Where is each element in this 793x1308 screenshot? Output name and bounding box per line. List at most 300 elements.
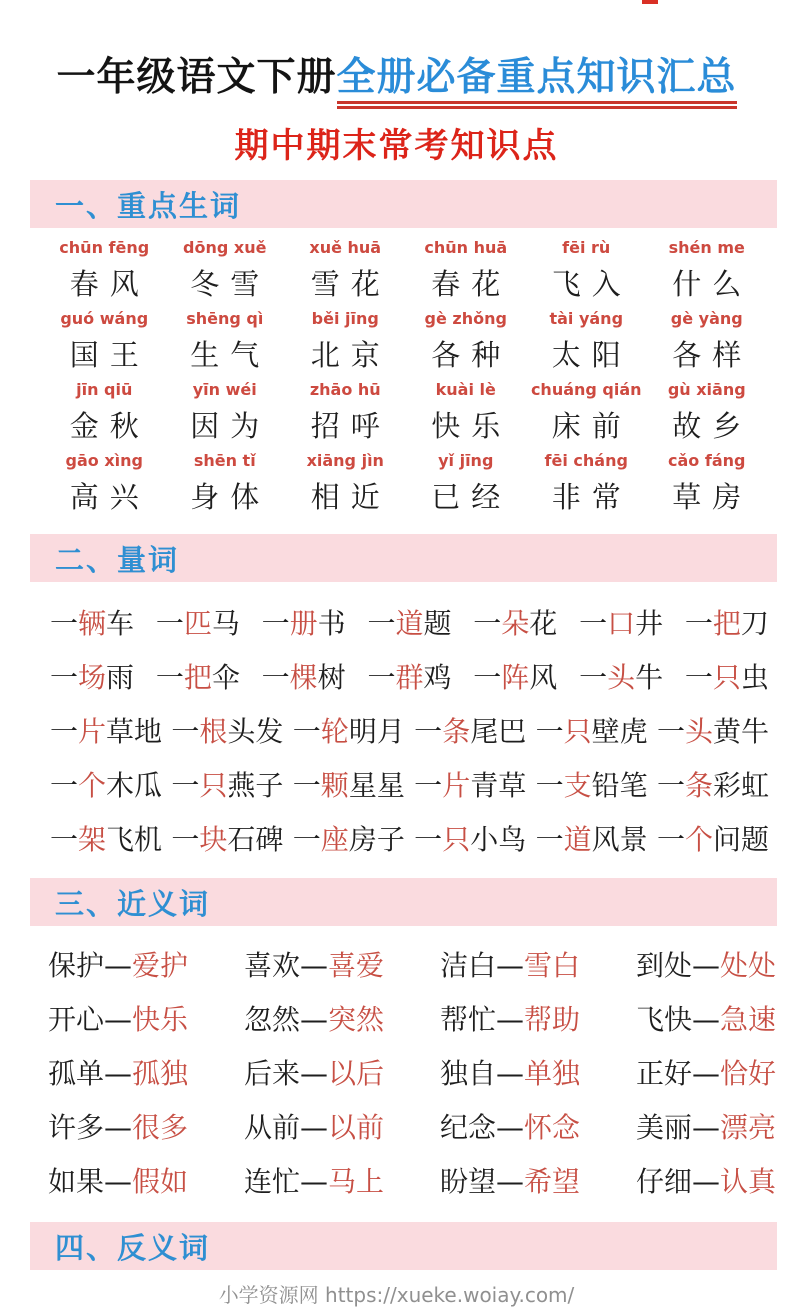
- measure-numeral: 一: [155, 661, 184, 694]
- vocab-pinyin: gè zhǒng: [424, 309, 507, 328]
- measure-noun: 伞: [211, 661, 240, 694]
- vocab-pinyin: chūn fēng: [59, 238, 150, 257]
- measure-noun: 树: [317, 661, 346, 694]
- measure-classifier: 把: [712, 607, 741, 640]
- measure-item: [536, 710, 648, 750]
- synonym-word: 如果: [48, 1165, 105, 1198]
- measure-numeral: 一: [684, 607, 713, 640]
- synonym-match: 帮助: [524, 1003, 581, 1036]
- measure-numeral: 一: [50, 823, 79, 856]
- synonym-dash: —: [692, 1057, 721, 1090]
- vocab-cell: [526, 232, 647, 303]
- vocab-cell: [526, 374, 647, 445]
- measure-noun: 小鸟: [470, 823, 527, 856]
- measure-numeral: 一: [414, 823, 443, 856]
- vocab-cell: [44, 374, 165, 445]
- vocab-cell: [526, 303, 647, 374]
- synonym-pair: [440, 998, 636, 1038]
- synonym-word: 盼望: [440, 1165, 497, 1198]
- measure-item: [50, 710, 162, 750]
- vocab-pinyin: guó wáng: [60, 309, 149, 328]
- measure-classifier: 片: [442, 769, 471, 802]
- measure-row: [50, 602, 769, 642]
- synonym-dash: —: [104, 1003, 133, 1036]
- measure-numeral: 一: [50, 715, 79, 748]
- measure-item: [685, 656, 769, 696]
- vocab-word: 招呼: [310, 409, 391, 443]
- measure-classifier: 匹: [183, 607, 212, 640]
- vocab-cell: [285, 303, 406, 374]
- measure-classifier: 支: [563, 769, 592, 802]
- measure-item: [156, 602, 240, 642]
- synonym-match: 假如: [132, 1165, 189, 1198]
- vocab-pinyin: xuě huā: [309, 238, 382, 257]
- synonym-match: 雪白: [524, 949, 581, 982]
- synonym-dash: —: [104, 949, 133, 982]
- measure-item: [685, 602, 769, 642]
- vocab-word: 非常: [551, 480, 632, 514]
- synonym-word: 保护: [48, 949, 105, 982]
- synonym-word: 连忙: [244, 1165, 301, 1198]
- synonym-match: 很多: [132, 1111, 189, 1144]
- vocab-pinyin: zhāo hū: [309, 380, 381, 399]
- measure-item: [579, 656, 663, 696]
- measure-numeral: 一: [473, 607, 502, 640]
- measure-item: [579, 602, 663, 642]
- measure-item: [473, 656, 557, 696]
- measure-item: [50, 656, 134, 696]
- measure-numeral: 一: [535, 769, 564, 802]
- measure-noun: 飞机: [106, 823, 163, 856]
- vocab-cell: [406, 445, 527, 516]
- measure-numeral: 一: [535, 715, 564, 748]
- measure-item: [657, 710, 769, 750]
- vocab-word: 飞入: [551, 267, 632, 301]
- measure-numeral: 一: [656, 823, 685, 856]
- synonym-match: 恰好: [720, 1057, 777, 1090]
- vocab-word: 太阳: [551, 338, 632, 372]
- measure-numeral: 一: [535, 823, 564, 856]
- synonym-match: 快乐: [132, 1003, 189, 1036]
- measure-noun: 铅笔: [591, 769, 648, 802]
- synonym-dash: —: [300, 1057, 329, 1090]
- measure-word-list: [0, 582, 793, 866]
- vocab-word: 金秋: [69, 409, 150, 443]
- measure-item: [536, 764, 648, 804]
- measure-classifier: 根: [199, 715, 228, 748]
- vocab-word: 已经: [431, 480, 512, 514]
- vocab-cell: [406, 303, 527, 374]
- measure-item: [414, 710, 526, 750]
- measure-numeral: 一: [656, 715, 685, 748]
- vocab-row: [44, 303, 767, 374]
- measure-numeral: 一: [50, 661, 79, 694]
- vocab-word: 故乡: [672, 409, 753, 443]
- vocab-cell: [285, 374, 406, 445]
- measure-noun: 井: [635, 607, 664, 640]
- synonym-row: [48, 1160, 793, 1200]
- measure-classifier: 架: [78, 823, 107, 856]
- measure-numeral: 一: [171, 769, 200, 802]
- measure-numeral: 一: [414, 769, 443, 802]
- vocab-word: 身体: [190, 480, 271, 514]
- measure-item: [414, 818, 526, 858]
- vocab-word: 各样: [672, 338, 753, 372]
- page-title: [0, 0, 793, 102]
- measure-item: [50, 764, 162, 804]
- synonym-word: 飞快: [636, 1003, 693, 1036]
- synonym-row: [48, 998, 793, 1038]
- measure-numeral: 一: [155, 607, 184, 640]
- synonym-row: [48, 1052, 793, 1092]
- vocab-pinyin: fēi rù: [562, 238, 611, 257]
- synonym-pair: [440, 1106, 636, 1146]
- vocab-pinyin: shén me: [668, 238, 745, 257]
- synonym-dash: —: [300, 1111, 329, 1144]
- measure-item: [293, 710, 405, 750]
- vocab-word: 春风: [69, 267, 150, 301]
- measure-classifier: 头: [607, 661, 636, 694]
- vocab-word: 什么: [672, 267, 753, 301]
- vocab-word: 床前: [551, 409, 632, 443]
- measure-item: [657, 764, 769, 804]
- synonym-pair: [244, 1160, 440, 1200]
- vocab-cell: [406, 374, 527, 445]
- vocab-pinyin: běi jīng: [311, 309, 379, 328]
- vocab-word: 因为: [190, 409, 271, 443]
- measure-noun: 虫: [740, 661, 769, 694]
- vocab-word: 各种: [431, 338, 512, 372]
- measure-item: [171, 710, 283, 750]
- measure-classifier: 辆: [78, 607, 107, 640]
- synonym-dash: —: [104, 1165, 133, 1198]
- vocab-cell: [647, 303, 768, 374]
- synonym-dash: —: [692, 1165, 721, 1198]
- measure-item: [657, 818, 769, 858]
- measure-noun: 马: [211, 607, 240, 640]
- measure-noun: 头发: [227, 715, 284, 748]
- synonym-pair: [244, 1052, 440, 1092]
- footer-source-url: 小学资源网 https://xueke.woiay.com/: [218, 1283, 575, 1307]
- page-subtitle: 期中期末常考知识点: [234, 126, 559, 166]
- vocab-word: 春花: [431, 267, 512, 301]
- measure-classifier: 头: [684, 715, 713, 748]
- vocab-pinyin: gè yàng: [670, 309, 743, 328]
- measure-noun: 草地: [106, 715, 163, 748]
- vocab-word: 快乐: [431, 409, 512, 443]
- measure-item: [473, 602, 557, 642]
- measure-row: [50, 710, 769, 750]
- vocab-row: [44, 374, 767, 445]
- synonym-row: [48, 944, 793, 984]
- synonym-pair: [636, 1160, 793, 1200]
- measure-classifier: 册: [289, 607, 318, 640]
- measure-row: [50, 818, 769, 858]
- vocab-pinyin: xiāng jìn: [306, 451, 384, 470]
- vocab-grid: [0, 228, 793, 522]
- vocab-word: 北京: [310, 338, 391, 372]
- measure-noun: 车: [106, 607, 135, 640]
- synonym-word: 洁白: [440, 949, 497, 982]
- measure-item: [262, 656, 346, 696]
- synonym-pair: [440, 1052, 636, 1092]
- synonym-dash: —: [496, 1111, 525, 1144]
- measure-item: [171, 818, 283, 858]
- measure-classifier: 条: [684, 769, 713, 802]
- measure-numeral: 一: [292, 715, 321, 748]
- synonym-pair: [636, 998, 793, 1038]
- measure-classifier: 块: [199, 823, 228, 856]
- vocab-cell: [44, 232, 165, 303]
- measure-noun: 明月: [348, 715, 405, 748]
- synonym-row: [48, 1106, 793, 1146]
- measure-row: [50, 656, 769, 696]
- vocab-pinyin: tài yáng: [549, 309, 624, 328]
- measure-classifier: 棵: [289, 661, 318, 694]
- measure-noun: 风: [529, 661, 558, 694]
- vocab-row: [44, 232, 767, 303]
- synonym-word: 孤单: [48, 1057, 105, 1090]
- synonym-word: 独自: [440, 1057, 497, 1090]
- measure-item: [414, 764, 526, 804]
- vocab-pinyin: gāo xìng: [65, 451, 143, 470]
- measure-classifier: 场: [78, 661, 107, 694]
- synonym-match: 认真: [720, 1165, 777, 1198]
- measure-noun: 题: [423, 607, 452, 640]
- vocab-pinyin: kuài lè: [435, 380, 496, 399]
- measure-numeral: 一: [473, 661, 502, 694]
- vocab-cell: [285, 232, 406, 303]
- synonym-word: 美丽: [636, 1111, 693, 1144]
- measure-noun: 刀: [740, 607, 769, 640]
- vocab-cell: [285, 445, 406, 516]
- vocab-pinyin: jīn qiū: [76, 380, 133, 399]
- measure-numeral: 一: [292, 823, 321, 856]
- section-heading-antonyms: 四、反义词: [30, 1222, 777, 1270]
- section-heading-synonyms: 三、近义词: [30, 878, 777, 926]
- measure-numeral: 一: [656, 769, 685, 802]
- synonym-word: 喜欢: [244, 949, 301, 982]
- section-heading-measure-words: 二、量词: [30, 534, 777, 582]
- vocab-cell: [165, 232, 286, 303]
- measure-noun: 花: [529, 607, 558, 640]
- vocab-cell: [647, 374, 768, 445]
- vocab-pinyin: yīn wéi: [192, 380, 257, 399]
- synonym-pair: [48, 1106, 244, 1146]
- measure-classifier: 个: [684, 823, 713, 856]
- synonym-match: 怀念: [524, 1111, 581, 1144]
- vocab-pinyin: chūn huā: [424, 238, 508, 257]
- measure-noun: 星星: [348, 769, 405, 802]
- measure-numeral: 一: [171, 715, 200, 748]
- vocab-word: 生气: [190, 338, 271, 372]
- measure-noun: 石碑: [227, 823, 284, 856]
- measure-classifier: 颗: [320, 769, 349, 802]
- measure-numeral: 一: [261, 661, 290, 694]
- synonym-pair: [244, 944, 440, 984]
- measure-classifier: 只: [712, 661, 741, 694]
- measure-numeral: 一: [367, 661, 396, 694]
- vocab-cell: [44, 445, 165, 516]
- synonym-pair: [440, 1160, 636, 1200]
- synonym-pair: [48, 1052, 244, 1092]
- synonym-word: 纪念: [440, 1111, 497, 1144]
- measure-classifier: 只: [563, 715, 592, 748]
- synonym-match: 喜爱: [328, 949, 385, 982]
- measure-numeral: 一: [684, 661, 713, 694]
- synonym-word: 开心: [48, 1003, 105, 1036]
- measure-classifier: 朵: [501, 607, 530, 640]
- synonym-pair: [636, 1052, 793, 1092]
- synonym-match: 突然: [328, 1003, 385, 1036]
- synonym-dash: —: [692, 1111, 721, 1144]
- vocab-pinyin: cǎo fáng: [668, 451, 746, 470]
- vocab-word: 冬雪: [190, 267, 271, 301]
- synonym-dash: —: [692, 1003, 721, 1036]
- synonym-word: 仔细: [636, 1165, 693, 1198]
- measure-numeral: 一: [367, 607, 396, 640]
- section-heading-key-words: 一、重点生词: [30, 180, 777, 228]
- measure-noun: 书: [317, 607, 346, 640]
- synonym-match: 希望: [524, 1165, 581, 1198]
- vocab-pinyin: fēi cháng: [544, 451, 628, 470]
- vocab-cell: [406, 232, 527, 303]
- measure-noun: 风景: [591, 823, 648, 856]
- vocab-word: 国王: [69, 338, 150, 372]
- synonym-dash: —: [104, 1057, 133, 1090]
- measure-classifier: 只: [442, 823, 471, 856]
- measure-classifier: 道: [395, 607, 424, 640]
- synonym-dash: —: [692, 949, 721, 982]
- synonym-match: 马上: [328, 1165, 385, 1198]
- synonym-match: 以前: [328, 1111, 385, 1144]
- measure-classifier: 阵: [501, 661, 530, 694]
- measure-numeral: 一: [261, 607, 290, 640]
- measure-item: [50, 818, 162, 858]
- measure-item: [367, 602, 451, 642]
- measure-noun: 壁虎: [591, 715, 648, 748]
- vocab-cell: [647, 232, 768, 303]
- measure-classifier: 个: [78, 769, 107, 802]
- synonym-dash: —: [496, 1003, 525, 1036]
- synonym-match: 漂亮: [720, 1111, 777, 1144]
- vocab-word: 高兴: [69, 480, 150, 514]
- synonym-match: 爱护: [132, 949, 189, 982]
- vocab-pinyin: chuáng qián: [530, 380, 642, 399]
- page-title-blue-underlined-part: 全册必备重点知识汇总: [337, 55, 737, 109]
- synonym-dash: —: [300, 1003, 329, 1036]
- synonym-word: 到处: [636, 949, 693, 982]
- vocab-word: 相近: [310, 480, 391, 514]
- vocab-cell: [165, 303, 286, 374]
- measure-classifier: 道: [563, 823, 592, 856]
- synonym-word: 忽然: [244, 1003, 301, 1036]
- measure-noun: 青草: [470, 769, 527, 802]
- synonym-pair: [440, 944, 636, 984]
- measure-numeral: 一: [292, 769, 321, 802]
- measure-noun: 鸡: [423, 661, 452, 694]
- synonym-dash: —: [104, 1111, 133, 1144]
- synonym-word: 后来: [244, 1057, 301, 1090]
- synonym-list: [0, 926, 793, 1210]
- measure-numeral: 一: [414, 715, 443, 748]
- vocab-word: 草房: [672, 480, 753, 514]
- measure-item: [171, 764, 283, 804]
- measure-noun: 牛: [635, 661, 664, 694]
- measure-classifier: 只: [199, 769, 228, 802]
- vocab-row: [44, 445, 767, 516]
- measure-item: [293, 764, 405, 804]
- measure-item: [50, 602, 134, 642]
- measure-classifier: 群: [395, 661, 424, 694]
- measure-item: [293, 818, 405, 858]
- synonym-pair: [636, 944, 793, 984]
- measure-numeral: 一: [171, 823, 200, 856]
- page-title-black-part: 一年级语文下册: [56, 55, 337, 100]
- measure-item: [262, 602, 346, 642]
- measure-noun: 尾巴: [470, 715, 527, 748]
- measure-classifier: 口: [607, 607, 636, 640]
- vocab-pinyin: yǐ jīng: [438, 451, 494, 470]
- synonym-dash: —: [496, 1165, 525, 1198]
- synonym-match: 单独: [524, 1057, 581, 1090]
- vocab-pinyin: dōng xuě: [183, 238, 267, 257]
- measure-numeral: 一: [50, 769, 79, 802]
- synonym-dash: —: [300, 1165, 329, 1198]
- synonym-word: 帮忙: [440, 1003, 497, 1036]
- cropped-red-mark: [642, 0, 658, 4]
- measure-noun: 问题: [712, 823, 769, 856]
- synonym-match: 以后: [328, 1057, 385, 1090]
- measure-item: [536, 818, 648, 858]
- synonym-dash: —: [496, 949, 525, 982]
- synonym-word: 许多: [48, 1111, 105, 1144]
- measure-row: [50, 764, 769, 804]
- vocab-cell: [165, 374, 286, 445]
- synonym-dash: —: [496, 1057, 525, 1090]
- vocab-pinyin: shēng qì: [186, 309, 264, 328]
- vocab-cell: [44, 303, 165, 374]
- measure-noun: 木瓜: [106, 769, 163, 802]
- measure-classifier: 把: [183, 661, 212, 694]
- synonym-pair: [48, 944, 244, 984]
- measure-numeral: 一: [579, 661, 608, 694]
- measure-noun: 房子: [348, 823, 405, 856]
- measure-classifier: 条: [442, 715, 471, 748]
- vocab-pinyin: shēn tǐ: [193, 451, 256, 470]
- vocab-cell: [165, 445, 286, 516]
- synonym-match: 处处: [720, 949, 777, 982]
- measure-classifier: 轮: [320, 715, 349, 748]
- vocab-pinyin: gù xiāng: [667, 380, 746, 399]
- measure-item: [156, 656, 240, 696]
- measure-noun: 雨: [106, 661, 135, 694]
- synonym-match: 孤独: [132, 1057, 189, 1090]
- measure-noun: 燕子: [227, 769, 284, 802]
- synonym-pair: [244, 1106, 440, 1146]
- measure-noun: 黄牛: [712, 715, 769, 748]
- measure-noun: 彩虹: [712, 769, 769, 802]
- vocab-word: 雪花: [310, 267, 391, 301]
- measure-classifier: 座: [320, 823, 349, 856]
- vocab-cell: [647, 445, 768, 516]
- measure-classifier: 片: [78, 715, 107, 748]
- vocab-cell: [526, 445, 647, 516]
- synonym-dash: —: [300, 949, 329, 982]
- measure-item: [367, 656, 451, 696]
- synonym-pair: [48, 1160, 244, 1200]
- synonym-word: 从前: [244, 1111, 301, 1144]
